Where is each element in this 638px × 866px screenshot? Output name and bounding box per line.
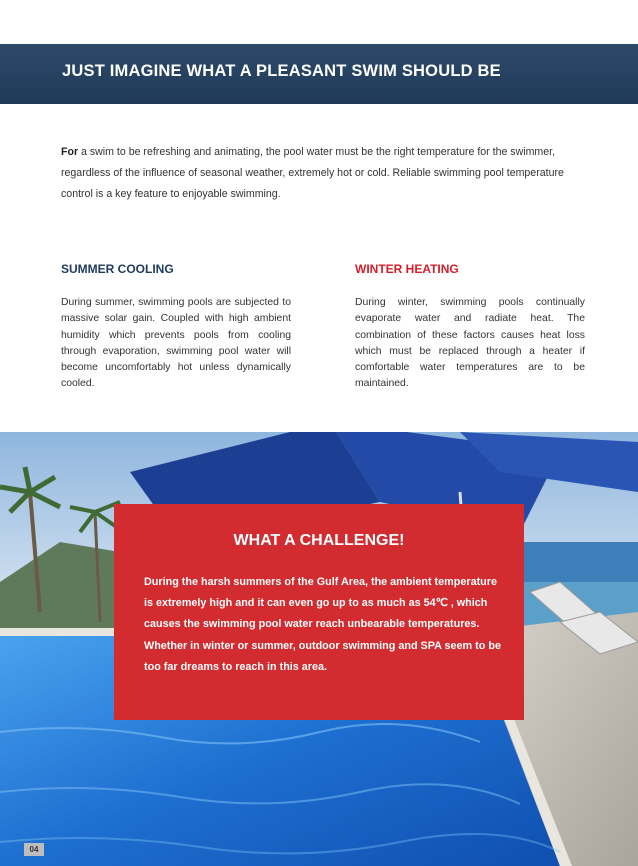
summer-text: During summer, swimming pools are subjected to massive solar gain. Coupled with high ambient humidity which prevents pools from cooling through evaporation, swimming pool water will become uncomfortably hot unless dynamically cooled. [61, 297, 291, 390]
winter-text: During winter, swimming pools continually evaporate water and radiate heat. The combination of these factors causes heat loss which must be replaced through a heater if comfortable water temperatures are to be maintained. [355, 297, 585, 390]
summer-heading: SUMMER COOLING [61, 262, 174, 276]
intro-lead: For [61, 146, 79, 158]
challenge-text: During the harsh summers of the Gulf Area, the ambient temperature is extremely high and it can even go up to as much as 54℃ , which causes the swimming pool water reach unbearable temperatures. Whether in winter or summer, outdoor swimming and SPA seem to be too far dreams to reach in this area. [144, 576, 501, 673]
page-title: JUST IMAGINE WHAT A PLEASANT SWIM SHOULD BE [62, 62, 501, 80]
winter-heading: WINTER HEATING [355, 262, 459, 276]
challenge-title: WHAT A CHALLENGE! [233, 532, 405, 549]
intro-paragraph [61, 142, 581, 205]
page-number: 04 [24, 843, 44, 856]
intro-text: a swim to be refreshing and animating, the pool water must be the right temperature for the swimmer, regardless of the influence of seasonal weather, extremely hot or cold. Reliable swimming pool temperature control is a key feature to enjoyable swimming. [61, 146, 564, 200]
challenge-box [114, 504, 524, 720]
